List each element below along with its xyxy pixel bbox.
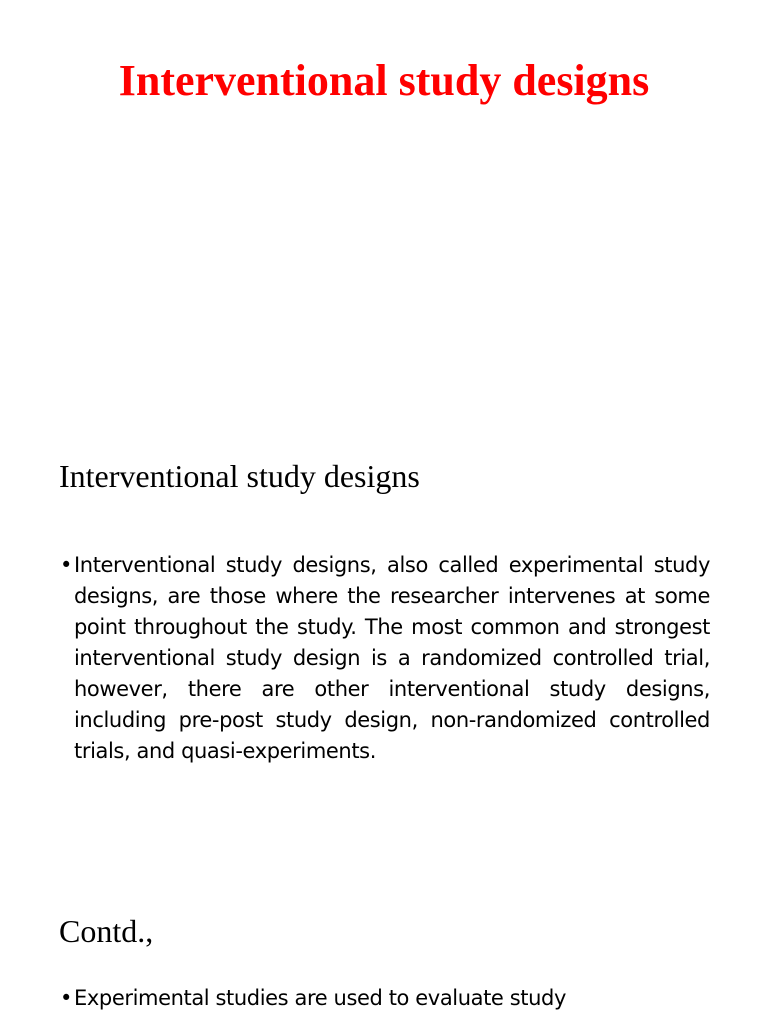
bullet-list <box>60 983 710 1014</box>
bullet-text: Interventional study designs, also called experimental study designs, are those where the researcher intervenes at some point throughout the study. The most common and strongest interventional study design is a randomized controlled trial, however, there are other interventional study designs, including pre-post study design, non-randomized controlled trials, and quasi-experiments. <box>74 553 710 763</box>
slide-contd <box>0 884 768 1024</box>
bullet-item <box>60 550 710 767</box>
slide-content <box>0 384 768 884</box>
slide-heading: Interventional study designs <box>59 458 420 494</box>
bullet-list <box>60 550 710 767</box>
bullet-item <box>60 983 710 1014</box>
slide-title-heading: Interventional study designs <box>118 56 650 105</box>
slide-title <box>0 0 768 384</box>
bullet-dot-icon: • <box>60 986 72 1010</box>
bullet-dot-icon: • <box>60 553 72 577</box>
bullet-text: Experimental studies are used to evaluate study <box>74 986 566 1010</box>
slide-heading: Contd., <box>59 913 154 949</box>
